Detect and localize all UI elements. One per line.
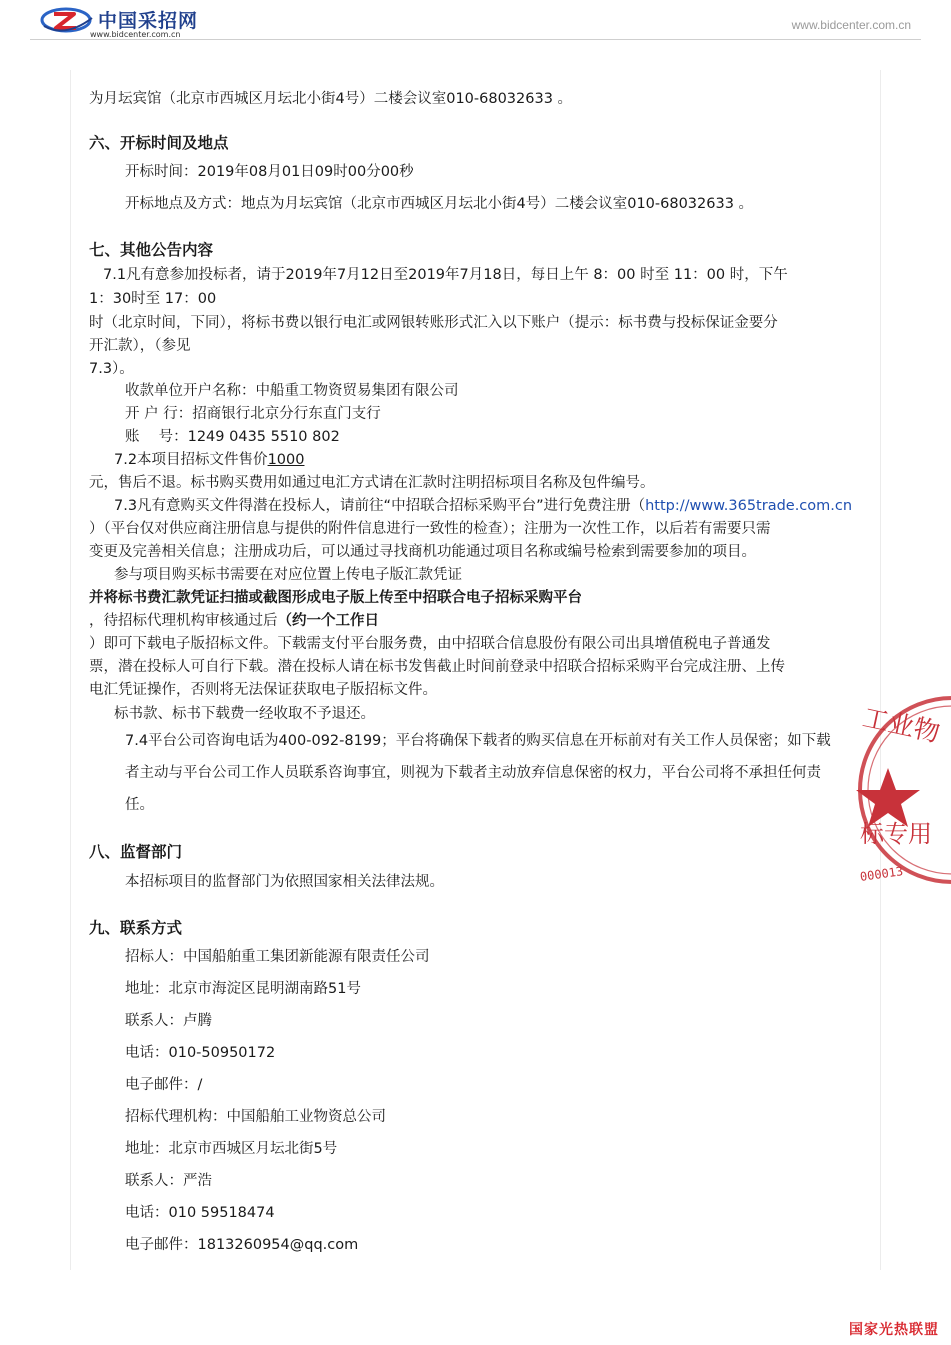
seal-code: 000013	[859, 864, 904, 885]
logo-subtitle: www.bidcenter.com.cn	[90, 30, 181, 39]
footer-watermark-logo: 国家光热联盟	[849, 1322, 939, 1338]
text-line: 7.4平台公司咨询电话为400-092-8199；平台将确保下载者的购买信息在开标前对有关工作人员保密；如下载	[125, 733, 831, 749]
text-line: 票，潜在投标人可自行下载。潜在投标人请在标书发售截止时间前登录中招联合招标采购平台完成注册、上传	[89, 659, 785, 675]
text-line: 标书款、标书下载费一经收取不予退还。	[114, 706, 375, 722]
text-line: 收款单位开户名称：中船重工物资贸易集团有限公司	[125, 383, 459, 399]
seal-top-text: 工业物	[859, 703, 943, 749]
text-line: ）即可下载电子版招标文件。下载需支付平台服务费，由中招联合信息股份有限公司出具增值税电子普通发	[89, 636, 771, 652]
text-segment: 7.2本项目招标文件售价	[114, 452, 268, 468]
text-line: 1：30时至 17：00	[89, 291, 217, 307]
text-line: 本招标项目的监督部门为依照国家相关法律法规。	[125, 874, 444, 890]
text-line	[89, 612, 379, 630]
text-line-bold: 并将标书费汇款凭证扫描或截图形成电子版上传至中招联合电子招标采购平台	[89, 590, 582, 606]
platform-link[interactable]: http://www.365trade.com.cn	[645, 498, 853, 514]
text-line: 为月坛宾馆（北京市西城区月坛北小街4号）二楼会议室010-68032633 。	[89, 91, 573, 107]
price-value: 1000	[267, 452, 305, 468]
document-body	[89, 0, 881, 1300]
contact-line: 电子邮件：1813260954@qq.com	[125, 1237, 359, 1253]
text-line	[114, 497, 852, 515]
text-line: 参与项目购买标书需要在对应位置上传电子版汇款凭证	[114, 567, 462, 583]
text-line: 7.1凡有意参加投标者，请于2019年7月12日至2019年7月18日，每日上午 8：00 时至 11：00 时，下午	[103, 267, 788, 283]
contact-line: 联系人：严浩	[125, 1173, 212, 1189]
contact-line: 招标人：中国船舶重工集团新能源有限责任公司	[125, 949, 430, 965]
text-line: 者主动与平台公司工作人员联系咨询事宜，则视为下载者主动放弃信息保密的权力，平台公司将不承担任何责	[125, 765, 821, 781]
text-line: 元，售后不退。标书购买费用如通过电汇方式请在汇款时注明招标项目名称及包件编号。	[89, 475, 655, 491]
text-line: ）（平台仅对供应商注册信息与提供的附件信息进行一致性的检查）；注册为一次性工作，以后若有需要只需	[89, 521, 771, 537]
logo-title: 中国采招网	[98, 10, 199, 32]
contact-line: 招标代理机构：中国船舶工业物资总公司	[125, 1109, 386, 1125]
text-line: 变更及完善相关信息；注册成功后，可以通过寻找商机功能通过项目名称或编号检索到需要参加的项目。	[89, 544, 756, 560]
section-heading-9: 九、联系方式	[89, 919, 183, 937]
text-line	[114, 451, 304, 469]
bidcenter-logo-icon	[40, 4, 96, 38]
official-seal-stamp	[852, 690, 951, 890]
section-heading-8: 八、监督部门	[89, 843, 183, 861]
text-line: 开 户 行：招商银行北京分行东直门支行	[125, 406, 381, 422]
contact-line: 联系人：卢腾	[125, 1013, 212, 1029]
text-segment-bold: （约一个工作日	[277, 613, 379, 629]
contact-line: 电话：010-50950172	[125, 1045, 276, 1061]
seal-bottom-text: 标专用	[860, 820, 932, 848]
page-edge-left	[70, 70, 71, 1270]
contact-line: 地址：北京市海淀区昆明湖南路51号	[125, 981, 361, 997]
section-heading-6: 六、开标时间及地点	[89, 134, 229, 152]
text-segment: 7.3凡有意购买文件得潜在投标人，请前往“中招联合招标采购平台”进行免费注册（	[114, 498, 646, 514]
text-line: 任。	[125, 797, 154, 813]
contact-line: 电子邮件：/	[125, 1077, 203, 1093]
text-line: 7.3）。	[89, 361, 134, 377]
contact-line: 电话：010 59518474	[125, 1205, 275, 1221]
text-line: 开汇款），（参见	[89, 338, 191, 354]
text-line: 电汇凭证操作，否则将无法保证获取电子版招标文件。	[89, 682, 437, 698]
text-line: 开标地点及方式：地点为月坛宾馆（北京市西城区月坛北小街4号）二楼会议室010-68032633 。	[125, 196, 754, 212]
text-line: 开标时间：2019年08月01日09时00分00秒	[125, 164, 414, 180]
section-heading-7: 七、其他公告内容	[89, 241, 214, 259]
contact-line: 地址：北京市西城区月坛北街5号	[125, 1141, 338, 1157]
text-line: 账 号：1249 0435 5510 802	[125, 429, 340, 445]
site-url[interactable]: www.bidcenter.com.cn	[791, 18, 911, 32]
text-line: 时（北京时间，下同），将标书费以银行电汇或网银转账形式汇入以下账户（提示：标书费与投标保证金要分	[89, 315, 778, 331]
text-segment: ，待招标代理机构审核通过后	[89, 613, 278, 629]
seal-graphic	[852, 690, 951, 890]
